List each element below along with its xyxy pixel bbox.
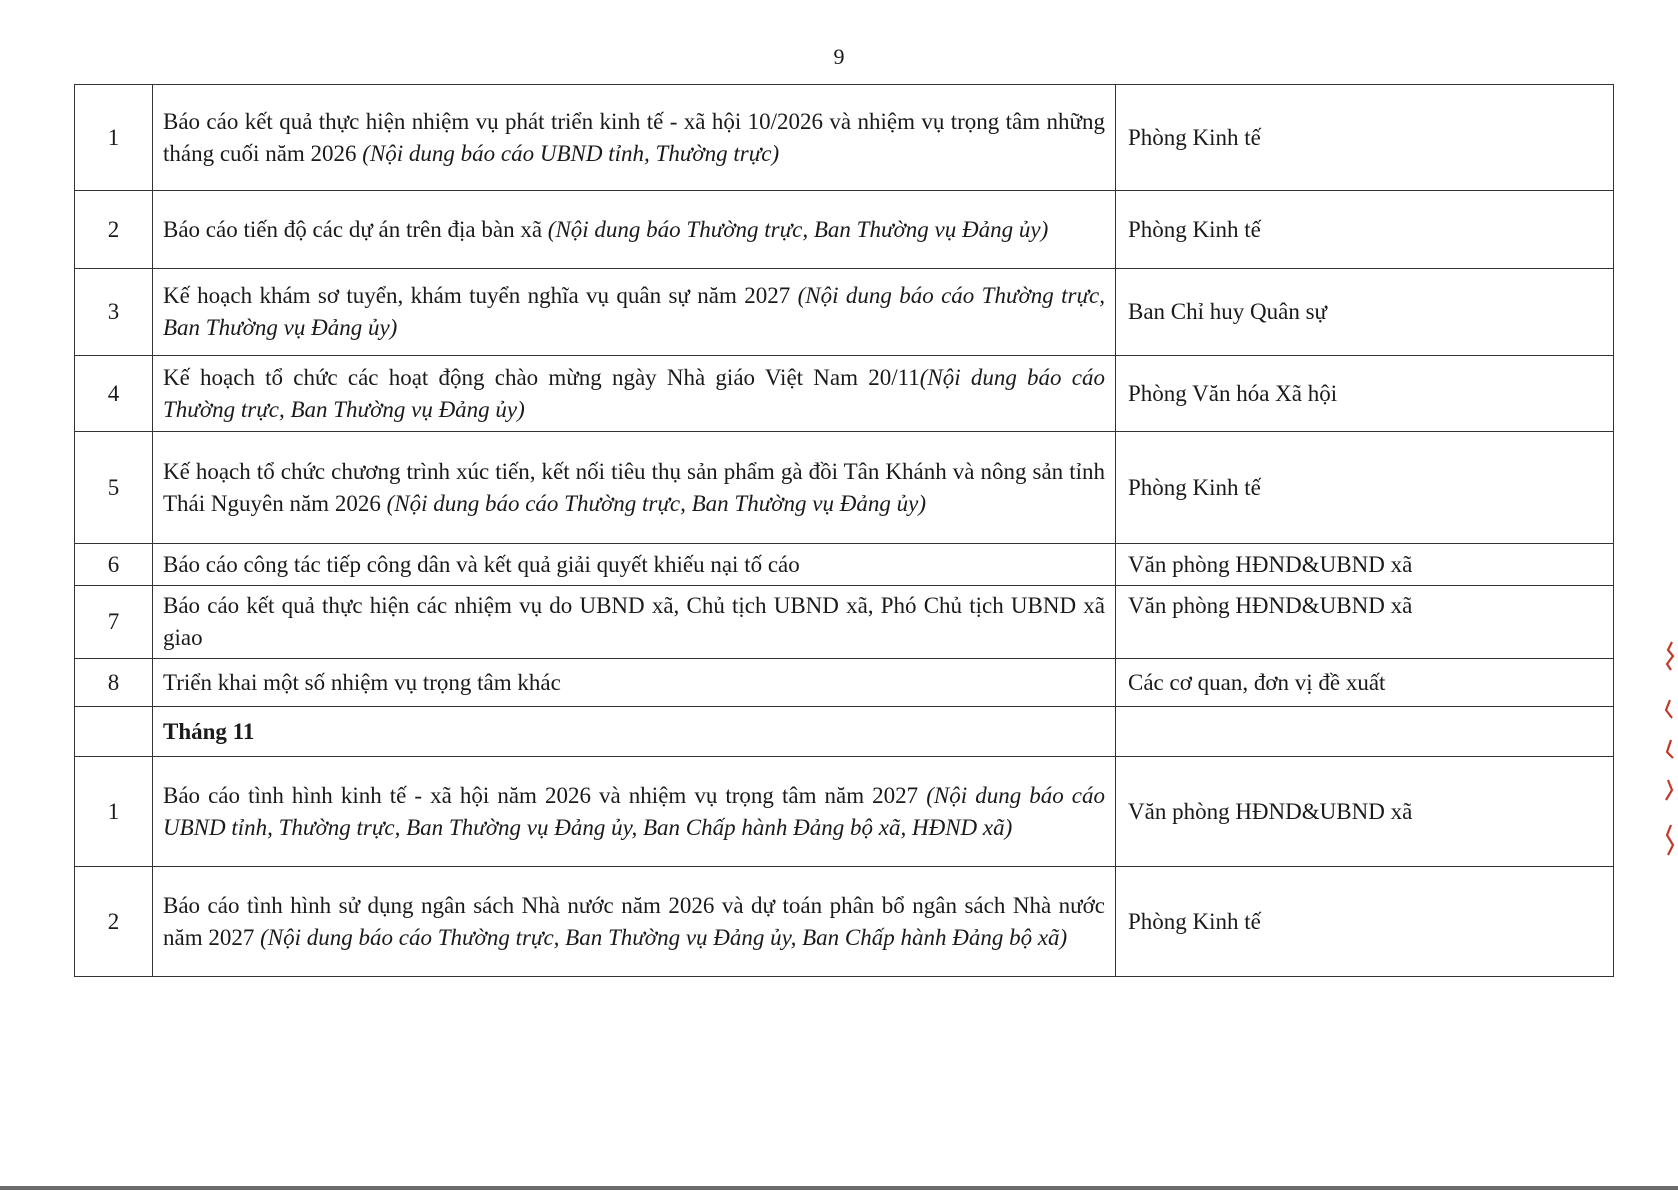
task-content (153, 432, 1116, 544)
responsible-unit: Phòng Kinh tế (1116, 432, 1614, 544)
task-text: Báo cáo tình hình kinh tế - xã hội năm 2026 và nhiệm vụ trọng tâm năm 2027 (163, 782, 919, 808)
task-table (74, 84, 1614, 977)
table-row (75, 356, 1614, 432)
page-number: 9 (833, 44, 845, 69)
table-row (75, 757, 1614, 867)
row-number: 4 (75, 356, 153, 432)
task-content (153, 659, 1116, 707)
table-row (75, 659, 1614, 707)
task-content (153, 356, 1116, 432)
task-note: (Nội dung báo cáo Thường trực, Ban Thường vụ Đảng ủy) (163, 364, 1105, 422)
responsible-unit: Phòng Kinh tế (1116, 85, 1614, 191)
responsible-unit: Ban Chỉ huy Quân sự (1116, 269, 1614, 356)
task-content (153, 191, 1116, 269)
task-content (153, 85, 1116, 191)
task-content (153, 757, 1116, 867)
task-content (153, 586, 1116, 659)
responsible-unit: Các cơ quan, đơn vị đề xuất (1116, 659, 1614, 707)
row-number: 8 (75, 659, 153, 707)
task-content (153, 867, 1116, 977)
task-text: Báo cáo kết quả thực hiện các nhiệm vụ do UBND xã, Chủ tịch UBND xã, Phó Chủ tịch UBND xã giao (163, 593, 1105, 650)
task-text: Báo cáo công tác tiếp công dân và kết quả giải quyết khiếu nại tố cáo (163, 551, 800, 577)
task-note: (Nội dung báo cáo Thường trực, Ban Thường vụ Đảng ủy) (163, 283, 1105, 340)
task-text: Kế hoạch tổ chức các hoạt động chào mừng ngày Nhà giáo Việt Nam 20/11 (163, 364, 920, 390)
task-content (153, 544, 1116, 586)
responsible-unit: Văn phòng HĐND&UBND xã (1116, 586, 1614, 659)
responsible-unit: Văn phòng HĐND&UBND xã (1116, 544, 1614, 586)
table-row (75, 191, 1614, 269)
table-row (75, 586, 1614, 659)
table-row (75, 85, 1614, 191)
task-note: (Nội dung báo cáo UBND tỉnh, Thường trực) (362, 140, 780, 166)
row-number: 3 (75, 269, 153, 356)
row-number: 2 (75, 191, 153, 269)
row-number: 6 (75, 544, 153, 586)
month-label: Tháng 11 (153, 707, 1116, 757)
task-text: Kế hoạch tổ chức chương trình xúc tiến, kết nối tiêu thụ sản phẩm gà đồi Tân Khánh và nông sản tỉnh Thái Nguyên năm 2026 (163, 458, 1105, 516)
task-text: Kế hoạch khám sơ tuyển, khám tuyển nghĩa vụ quân sự năm 2027 (163, 283, 791, 308)
task-text: Báo cáo tiến độ các dự án trên địa bàn xã (163, 216, 543, 242)
task-note: (Nội dung báo cáo Thường trực, Ban Thường vụ Đảng ủy) (386, 490, 926, 516)
task-text: Báo cáo tình hình sử dụng ngân sách Nhà nước năm 2026 và dự toán phân bổ ngân sách Nhà nước năm 2027 (163, 892, 1105, 950)
table-row (75, 432, 1614, 544)
table-row (75, 544, 1614, 586)
seal-fragment (1662, 640, 1676, 860)
task-text: Triển khai một số nhiệm vụ trọng tâm khác (163, 669, 561, 695)
month-header-row (75, 707, 1614, 757)
task-content (153, 269, 1116, 356)
responsible-unit: Văn phòng HĐND&UBND xã (1116, 757, 1614, 867)
row-number: 1 (75, 757, 153, 867)
table-row (75, 269, 1614, 356)
responsible-unit: Phòng Văn hóa Xã hội (1116, 356, 1614, 432)
task-note: (Nội dung báo cáo Thường trực, Ban Thường vụ Đảng ủy, Ban Chấp hành Đảng bộ xã) (260, 924, 1068, 950)
scan-bottom-edge (0, 1186, 1678, 1190)
row-number: 7 (75, 586, 153, 659)
row-number: 5 (75, 432, 153, 544)
table-row (75, 867, 1614, 977)
task-note: (Nội dung báo Thường trực, Ban Thường vụ Đảng ủy) (547, 216, 1049, 242)
responsible-unit: Phòng Kinh tế (1116, 867, 1614, 977)
task-note: (Nội dung báo cáo UBND tỉnh, Thường trực, Ban Thường vụ Đảng ủy, Ban Chấp hành Đảng bộ xã, HĐND xã) (163, 782, 1106, 840)
row-number: 2 (75, 867, 153, 977)
task-text: Báo cáo kết quả thực hiện nhiệm vụ phát triển kinh tế - xã hội 10/2026 và nhiệm vụ trọng tâm những tháng cuối năm 2026 (163, 108, 1105, 166)
row-number: 1 (75, 85, 153, 191)
responsible-unit: Phòng Kinh tế (1116, 191, 1614, 269)
